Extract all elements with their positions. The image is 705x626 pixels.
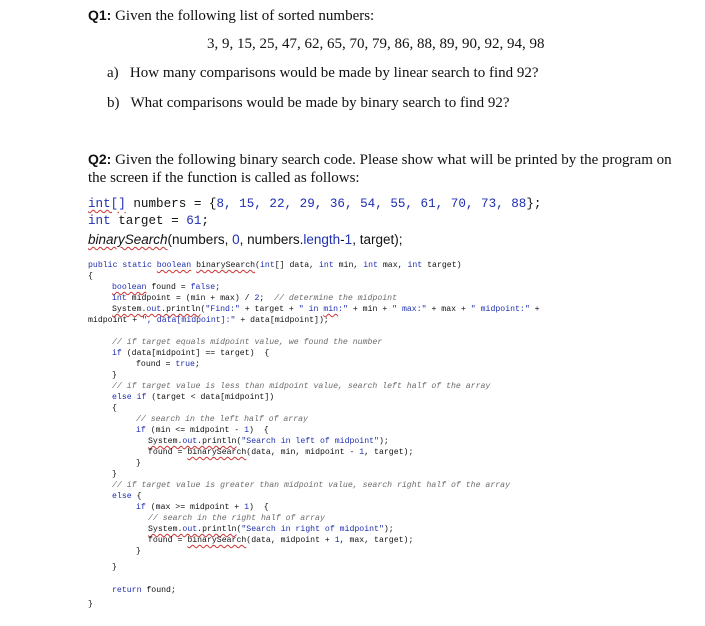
code-return (112, 585, 176, 596)
code-close-if-left: } (136, 459, 141, 468)
kw: int (260, 261, 275, 270)
code-found-true (136, 359, 200, 370)
code-close-else: } (112, 563, 117, 572)
code-if-equals (112, 348, 269, 359)
q1-a-marker: a) (107, 65, 119, 81)
code-string: ", (142, 316, 157, 325)
code-text: (data, min, midpoint - (246, 448, 360, 457)
kw: if (112, 349, 122, 358)
code-string: " in (298, 305, 324, 314)
call-type-int: int (88, 214, 111, 228)
call-array-values: 8, 15, 22, 29, 36, 54, 55, 61, 70, 73, 88 (216, 197, 527, 211)
code-text: .println (197, 525, 237, 534)
code-text: ) { (249, 426, 269, 435)
q1-part-a (107, 64, 539, 82)
code-else-if (112, 392, 274, 403)
num: 1 (359, 448, 365, 457)
code-open-brace: { (88, 272, 93, 281)
call-text: ; (201, 214, 209, 228)
code-text: + target + (239, 305, 299, 314)
code-if-right (136, 502, 269, 513)
code-text: ; (259, 294, 275, 303)
code-text: ( (236, 437, 242, 446)
kw: public static (88, 261, 157, 270)
code-text: ) { (249, 503, 269, 512)
code-print-cont (88, 315, 329, 326)
q1-b-text: What comparisons would be made by binary search to find 92? (130, 95, 510, 111)
code-text: ); (378, 437, 389, 446)
code-text: [] data, (274, 261, 319, 270)
call-type-intarray: int[] (88, 197, 126, 211)
code-text: (min <= midpoint - (145, 426, 245, 435)
code-text: ; (194, 360, 200, 369)
kw: boolean (156, 261, 192, 270)
code-if-left (136, 425, 269, 436)
code-recurse-right (148, 535, 413, 546)
kw: int (363, 261, 378, 270)
code-comment-left: // search in the left half of array (136, 415, 308, 424)
code-midpoint-decl (112, 293, 397, 304)
code-text: ( (255, 261, 261, 270)
q2-prompt-2: the screen if the function is called as follows: (88, 170, 360, 186)
call-text: numbers = { (125, 197, 217, 211)
call-length-field: length (303, 232, 341, 247)
code-text: + (529, 305, 540, 314)
code-comment: // determine the midpoint (274, 294, 398, 303)
code-close-elseif: } (112, 470, 117, 479)
call-line-numbers (88, 197, 541, 211)
code-text: found; (141, 586, 176, 595)
code-text: midpoint + (88, 316, 143, 325)
code-else (112, 491, 141, 502)
code-comment-right: // search in the right half of array (148, 514, 325, 523)
q2-line-1 (88, 150, 672, 169)
code-text: { (131, 492, 142, 501)
code-text: + data[midpoint]); (235, 316, 329, 325)
code-comment-greater: // if target value is greater than midpoint value, search right half of the array (112, 481, 510, 490)
code-text: midpoint = (min + max) / (126, 294, 255, 303)
code-text: .println (161, 305, 201, 314)
kw: else (112, 492, 132, 501)
code-field: out (182, 525, 198, 534)
kw: if (136, 503, 146, 512)
code-text: min, (333, 261, 364, 270)
code-print-line (112, 304, 540, 315)
code-comment-equals: // if target equals midpoint value, we found the number (112, 338, 383, 347)
code-text: max, (377, 261, 408, 270)
kw: if (136, 426, 146, 435)
code-found-decl (112, 282, 220, 293)
num: 1 (334, 536, 340, 545)
code-recurse-left (148, 447, 413, 458)
code-text: , max, target); (339, 536, 414, 545)
code-text: (data[midpoint] == target) { (121, 349, 270, 358)
code-text: ; (215, 283, 221, 292)
code-text: System. (148, 525, 183, 534)
code-string: " max:" (392, 305, 427, 314)
call-text: - (340, 232, 345, 247)
call-text: target = (110, 214, 187, 228)
code-string: "Find:" (205, 305, 240, 314)
method-name: binarySearch (196, 261, 256, 270)
call-text: (numbers, (167, 232, 233, 247)
code-close-method: } (88, 600, 93, 609)
q1-a-text: How many comparisons would be made by linear search to find 92? (129, 65, 539, 81)
code-string: " midpoint:" (470, 305, 530, 314)
code-print-left (148, 436, 389, 447)
num: 2 (254, 294, 260, 303)
code-text: , target); (364, 448, 414, 457)
kw: boolean (112, 283, 147, 292)
method-name: binarySearch (187, 536, 247, 545)
kw: return (112, 586, 142, 595)
code-string: min (323, 305, 339, 314)
code-string: :" (338, 305, 348, 314)
code-field: out (182, 437, 198, 446)
code-string: "Search in right of midpoint" (241, 525, 384, 534)
call-line-target (88, 214, 209, 228)
code-text: found = (136, 360, 176, 369)
q1-prompt: Given the following list of sorted numbers: (115, 8, 375, 24)
call-arg-zero: 0 (232, 232, 240, 247)
q1-number-list: 3, 9, 15, 25, 47, 62, 65, 70, 79, 86, 88, 89, 90, 92, 94, 98 (207, 36, 545, 52)
code-text: ( (236, 525, 242, 534)
code-close-if-right: } (136, 547, 141, 556)
code-close-if: } (112, 371, 117, 380)
code-text: ); (383, 525, 394, 534)
q2-prompt-1: Given the following binary search code. Please show what will be printed by the program on (115, 152, 672, 168)
num: 1 (244, 426, 250, 435)
call-fn-name: binarySearch (88, 232, 168, 247)
call-line-invoke (88, 232, 402, 247)
kw: int (407, 261, 423, 270)
kw: int (112, 294, 127, 303)
code-string: [midpoint]:" (176, 316, 236, 325)
q1-line (88, 6, 374, 25)
kw: int (319, 261, 334, 270)
method-name: binarySearch (187, 448, 247, 457)
code-print-right (148, 524, 394, 535)
kw: else if (112, 393, 147, 402)
code-string: data (156, 316, 177, 325)
call-text: }; (526, 197, 542, 211)
call-text: , numbers. (239, 232, 304, 247)
code-text: (max >= midpoint + (145, 503, 245, 512)
code-text: ( (200, 305, 206, 314)
code-text: target) (422, 261, 462, 270)
code-text: found = (148, 448, 188, 457)
q1-b-marker: b) (107, 95, 120, 111)
q1-part-b (107, 94, 510, 112)
q2-label: Q2: (88, 151, 112, 167)
num: 1 (244, 503, 250, 512)
code-text: .println (197, 437, 237, 446)
code-text: + max + (426, 305, 471, 314)
code-text: (target < data[midpoint]) (146, 393, 275, 402)
code-text: + min + (347, 305, 393, 314)
code-text: (data, midpoint + (246, 536, 335, 545)
code-comment-less: // if target value is less than midpoint value, search left half of the array (112, 382, 491, 391)
q1-label: Q1: (88, 7, 112, 23)
code-open-elseif: { (112, 404, 117, 413)
code-text: System. (148, 437, 183, 446)
code-text: System. (112, 305, 147, 314)
kw: true (175, 360, 195, 369)
call-arg-one: 1 (344, 232, 353, 247)
kw: false (190, 283, 216, 292)
call-target-value: 61 (186, 214, 202, 228)
code-text: found = (146, 283, 191, 292)
call-text: , target); (352, 232, 403, 247)
code-field: out (146, 305, 162, 314)
code-string: "Search in left of midpoint" (241, 437, 379, 446)
code-signature (88, 260, 462, 271)
code-text: found = (148, 536, 188, 545)
